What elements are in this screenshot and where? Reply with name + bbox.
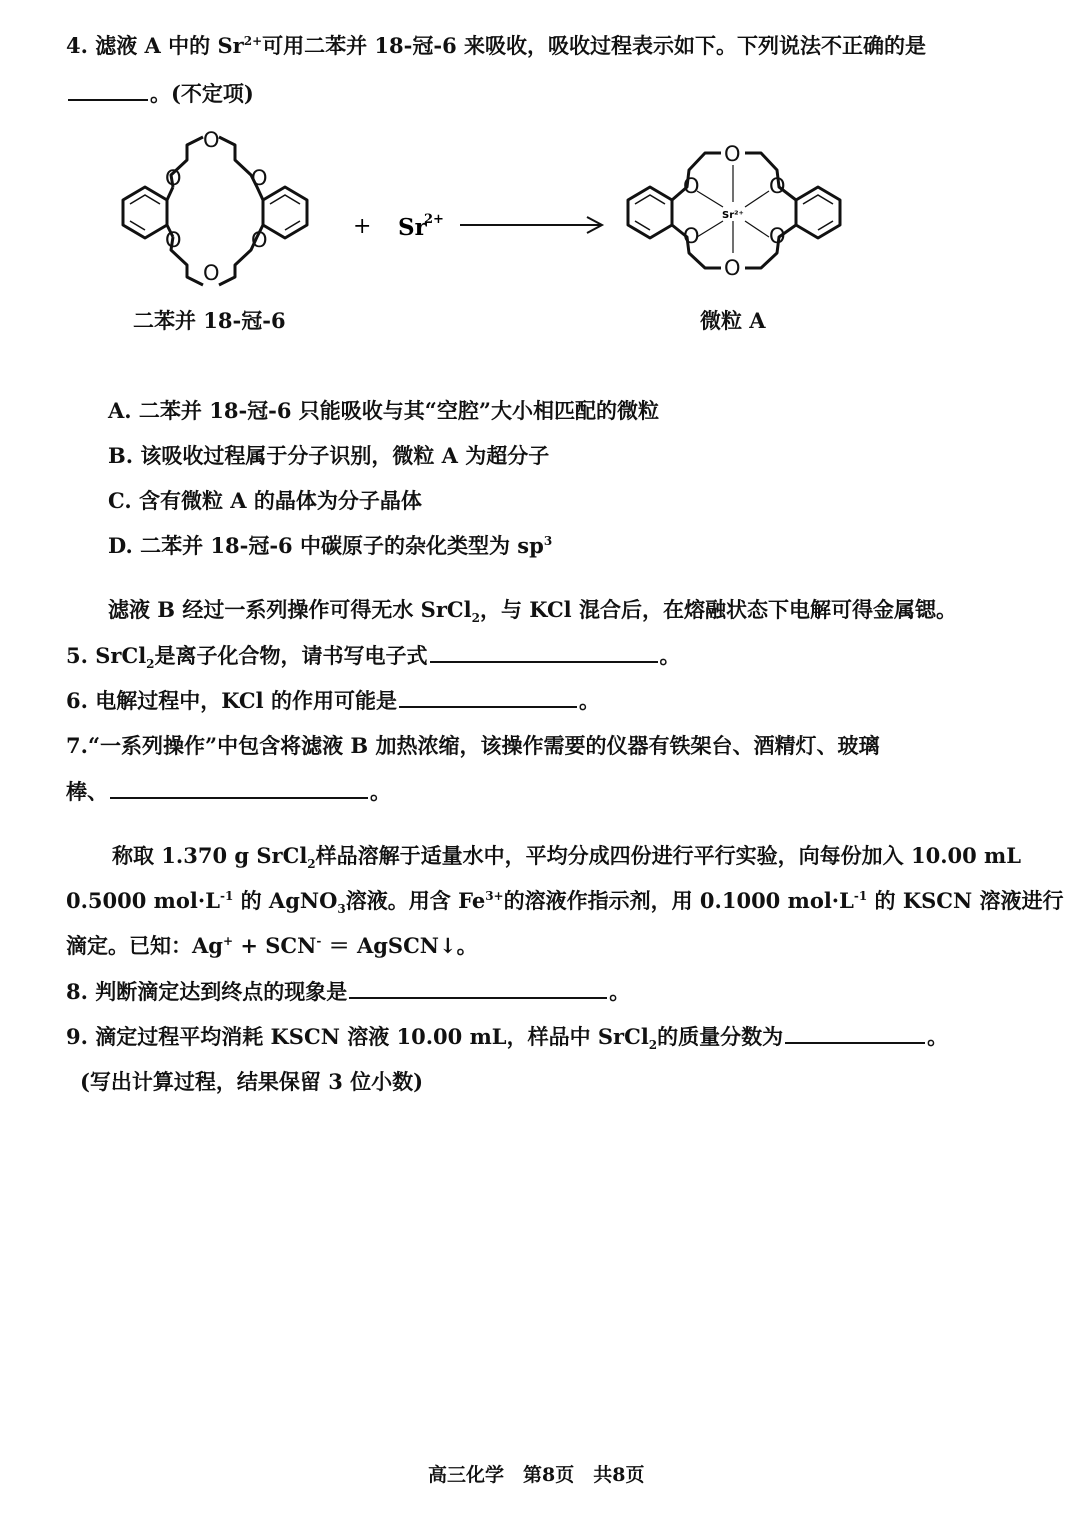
paragraph-sample-line2	[66, 885, 1064, 916]
paragraph-text: ，与 KCl 混合后，在熔融状态下电解可得金属锶。	[479, 597, 957, 622]
option-text: 该吸收过程属于分子识别，微粒 A 为超分子	[140, 443, 550, 468]
paragraph-sup: 3+	[485, 889, 504, 903]
option-letter: A.	[108, 398, 132, 423]
reaction-arrow-icon	[460, 217, 602, 233]
paragraph-sub: 2	[471, 611, 480, 626]
question-4-line2	[66, 78, 254, 108]
crown-ether-reaction-diagram	[95, 125, 995, 290]
oxygen-atom-label: O	[769, 174, 786, 198]
question-4-number: 4.	[66, 33, 88, 58]
paragraph-text: 的溶液作指示剂，用 0.1000 mol·L	[503, 888, 854, 913]
oxygen-atom-label: O	[165, 166, 182, 190]
question-9-text: 的质量分数为	[657, 1024, 784, 1049]
paragraph-sample-line3	[66, 930, 478, 960]
question-6-end: 。	[578, 688, 600, 713]
option-a[interactable]	[108, 395, 659, 425]
question-5-text: SrCl	[95, 643, 147, 668]
question-4-answer-blank[interactable]	[68, 81, 148, 101]
paragraph-sup: -1	[219, 889, 234, 903]
oxygen-atom-label: O	[683, 174, 700, 198]
option-sup: 3	[543, 534, 553, 548]
plus-sign: +	[353, 214, 372, 239]
paragraph-text: 样品溶解于适量水中，平均分成四份进行平行实验，向每份加入 10.00 mL	[315, 843, 1022, 868]
option-text: 含有微粒 A 的晶体为分子晶体	[138, 488, 422, 513]
question-9-text: 滴定过程平均消耗 KSCN 溶液 10.00 mL，样品中 SrCl	[95, 1024, 649, 1049]
question-8	[66, 976, 630, 1006]
question-5-number: 5.	[66, 643, 88, 668]
oxygen-atom-label: O	[724, 256, 741, 280]
paragraph-text: 滤液 B 经过一系列操作可得无水 SrCl	[108, 597, 472, 622]
paragraph-sup: +	[222, 934, 234, 948]
question-6-number: 6.	[66, 688, 88, 713]
paragraph-text: 0.5000 mol·L	[66, 888, 220, 913]
question-9-end: 。	[927, 1024, 949, 1049]
strontium-ion-charge: 2+	[424, 212, 444, 227]
question-5-answer-blank[interactable]	[430, 643, 658, 663]
question-5-sub: 2	[146, 657, 155, 672]
option-text: 二苯并 18-冠-6 中碳原子的杂化类型为 sp	[140, 533, 544, 558]
question-9-sub: 2	[648, 1038, 658, 1053]
question-6-text: 电解过程中，KCl 的作用可能是	[95, 688, 397, 713]
strontium-ion-symbol: Sr	[398, 214, 427, 241]
question-7-text: 棒、	[66, 779, 108, 804]
paragraph-filtrate-b	[108, 594, 957, 625]
question-7-answer-blank[interactable]	[110, 779, 368, 799]
oxygen-atom-label: O	[165, 228, 182, 252]
paragraph-sub: 3	[337, 902, 346, 917]
question-5	[66, 640, 681, 671]
option-text: 二苯并 18-冠-6 只能吸收与其“空腔”大小相匹配的微粒	[138, 398, 659, 423]
question-9-note: (写出计算过程，结果保留 3 位小数)	[80, 1069, 424, 1094]
oxygen-atom-label: O	[683, 224, 700, 248]
question-4-text-post: 可用二苯并 18-冠-6 来吸收，吸收过程表示如下。下列说法不正确的是	[262, 33, 927, 58]
dibenzo-18-crown-6-structure	[123, 128, 307, 285]
option-letter: C.	[108, 488, 132, 513]
question-4-sup: 2+	[243, 34, 263, 48]
option-d[interactable]	[108, 530, 552, 560]
page-footer: 高三化学 第8页 共8页	[428, 1464, 645, 1486]
label-dibenzo-18-crown-6: 二苯并 18-冠-6	[133, 308, 286, 333]
label-particle-a: 微粒 A	[700, 308, 766, 333]
question-7-text: “一系列操作”中包含将滤液 B 加热浓缩，该操作需要的仪器有铁架台、酒精灯、玻璃	[87, 733, 880, 758]
question-8-answer-blank[interactable]	[349, 979, 607, 999]
oxygen-atom-label: O	[203, 261, 220, 285]
question-9	[66, 1021, 948, 1052]
option-b[interactable]	[108, 440, 549, 470]
question-7-line1	[66, 730, 879, 760]
particle-a-structure	[628, 142, 840, 280]
paragraph-text: 溶液。用含 Fe	[345, 888, 486, 913]
question-7-end: 。	[370, 779, 391, 804]
question-6	[66, 685, 600, 715]
question-5-end: 。	[659, 643, 681, 668]
oxygen-atom-label: O	[251, 228, 268, 252]
question-4-text-pre: 滤液 A 中的 Sr	[95, 33, 244, 58]
option-letter: D.	[108, 533, 133, 558]
paragraph-sup: -	[316, 934, 322, 948]
paragraph-sup: -1	[853, 889, 868, 903]
oxygen-atom-label: O	[769, 224, 786, 248]
paragraph-sample-line1	[112, 840, 1021, 871]
question-8-number: 8.	[66, 979, 88, 1004]
question-4-suffix: 。(不定项)	[150, 81, 254, 106]
question-8-text: 判断滴定达到终点的现象是	[95, 979, 348, 1004]
option-c[interactable]	[108, 485, 422, 515]
paragraph-text: 的 AgNO	[240, 888, 338, 913]
central-strontium-ion: Sr²⁺	[722, 210, 744, 221]
question-7-line2	[66, 776, 391, 806]
paragraph-text: 滴定。已知：Ag	[66, 933, 223, 958]
paragraph-text: 的 KSCN 溶液进行	[874, 888, 1064, 913]
question-8-end: 。	[609, 979, 631, 1004]
paragraph-text: 称取 1.370 g SrCl	[112, 843, 308, 868]
oxygen-atom-label: O	[724, 142, 741, 166]
question-4-line1	[66, 30, 926, 60]
paragraph-text: ＝ AgSCN↓。	[321, 933, 478, 958]
question-6-answer-blank[interactable]	[399, 688, 577, 708]
question-7-number: 7.	[66, 733, 88, 758]
question-9-number: 9.	[66, 1024, 88, 1049]
oxygen-atom-label: O	[251, 166, 268, 190]
option-letter: B.	[108, 443, 134, 468]
oxygen-atom-label: O	[203, 128, 220, 152]
question-9-answer-blank[interactable]	[785, 1024, 925, 1044]
question-5-text: 是离子化合物，请书写电子式	[154, 643, 428, 668]
paragraph-sub: 2	[307, 857, 316, 872]
paragraph-text: + SCN	[233, 933, 317, 958]
